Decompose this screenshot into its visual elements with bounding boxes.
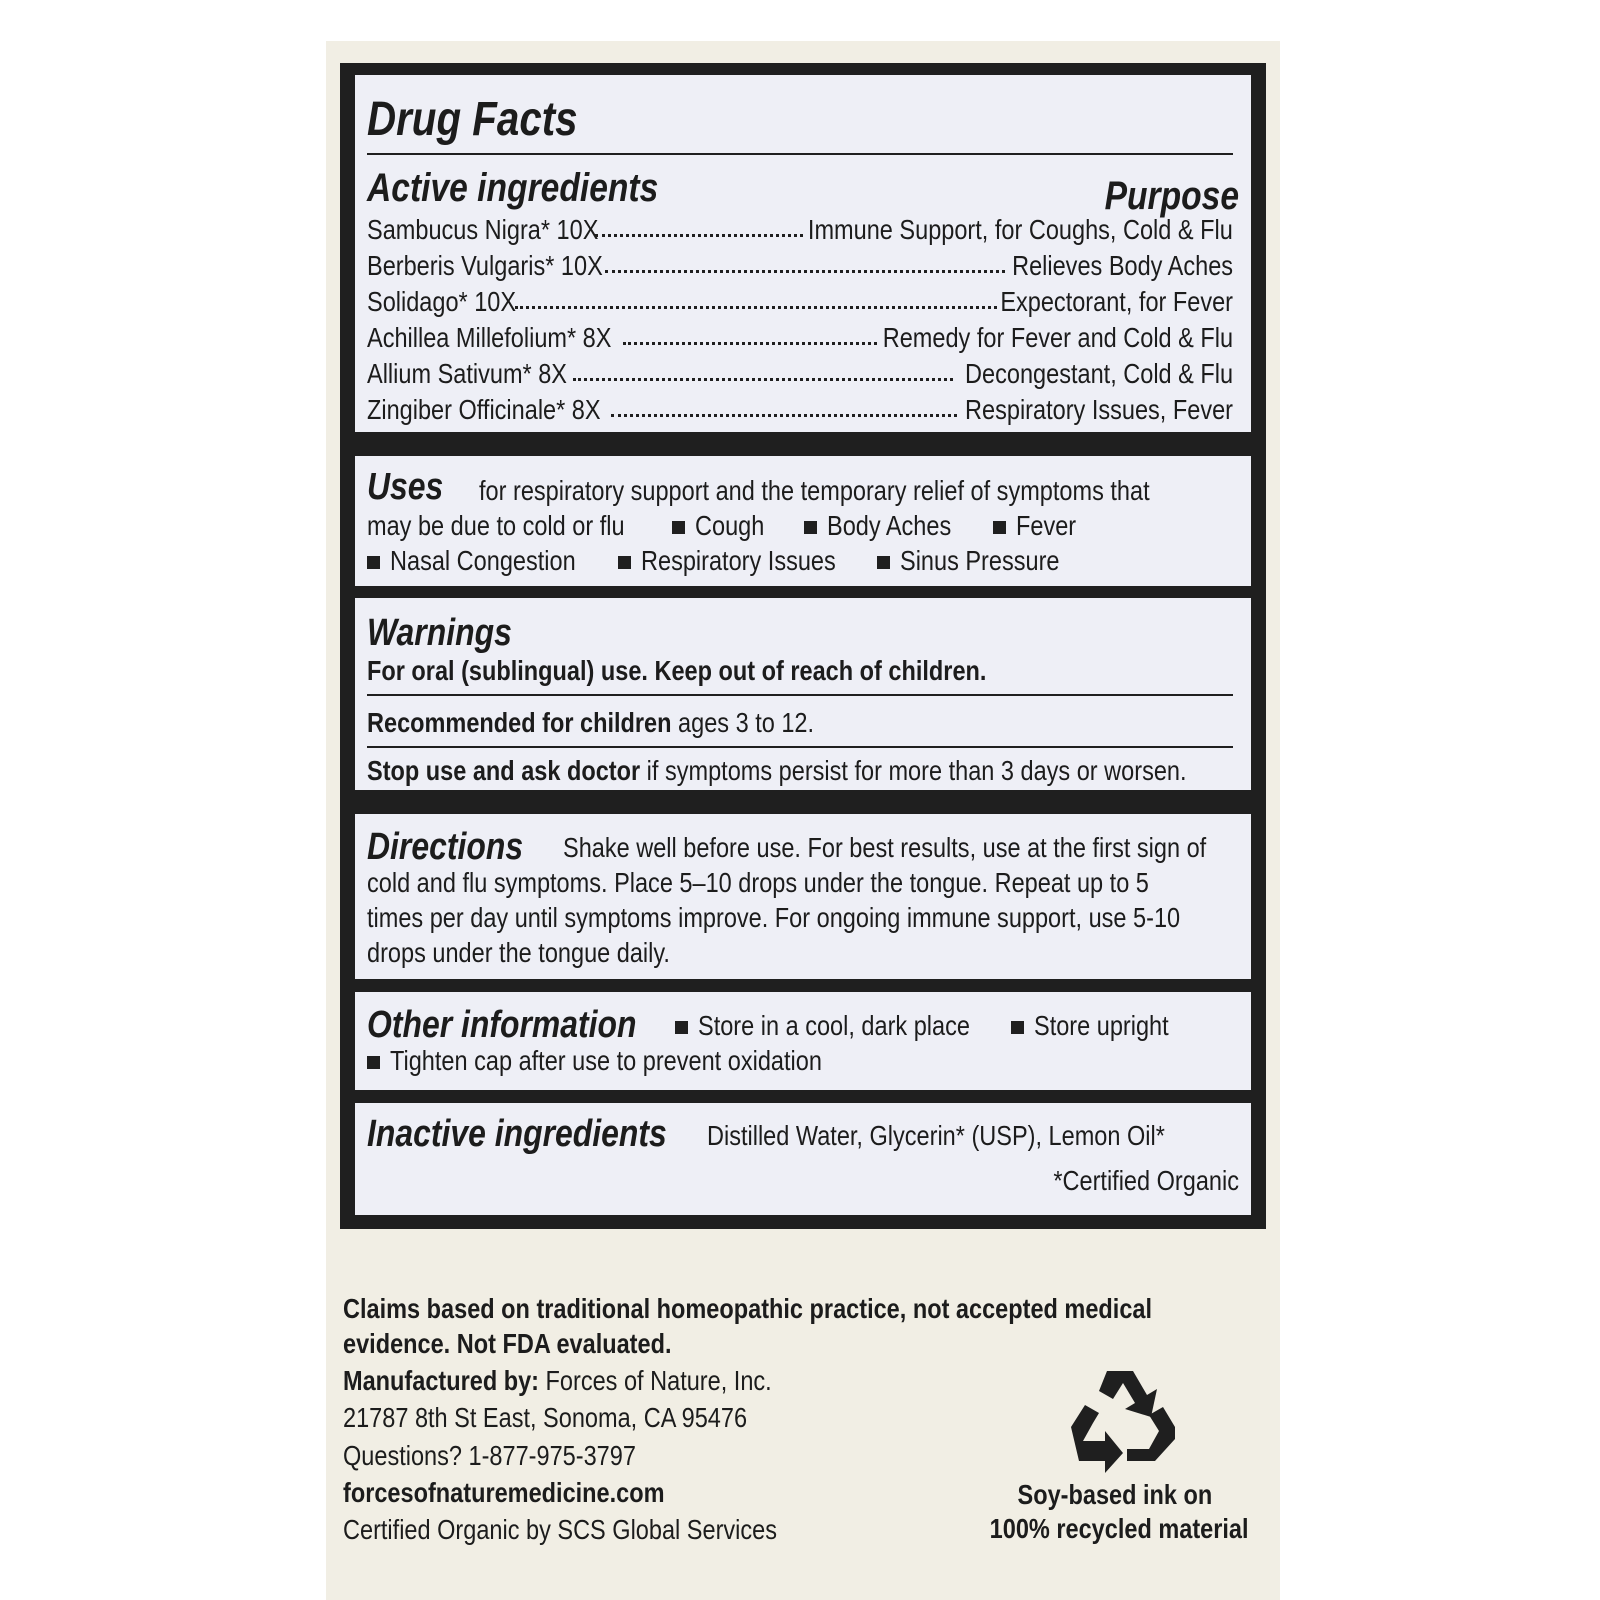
certification-line: Certified Organic by SCS Global Services xyxy=(343,1514,777,1545)
bullet-square-icon xyxy=(672,521,685,534)
title-divider xyxy=(367,153,1233,155)
recycle-icon xyxy=(1062,1365,1184,1477)
ingredient-name: Zingiber Officinale* 8X xyxy=(367,394,601,425)
bullet-square-icon xyxy=(877,556,890,569)
directions-heading: Directions xyxy=(367,826,524,868)
stop-use-warning: Stop use and ask doctor if symptoms persist for more than 3 days or worsen. xyxy=(367,755,1187,786)
inactive-ingredients-panel xyxy=(355,1103,1251,1215)
directions-text-4: drops under the tongue daily. xyxy=(367,937,670,968)
claims-text-2: evidence. Not FDA evaluated. xyxy=(343,1328,672,1359)
oral-use-warning: For oral (sublingual) use. Keep out of reach of children. xyxy=(367,655,987,686)
ingredient-row xyxy=(367,356,1233,392)
ingredient-purpose: Immune Support, for Coughs, Cold & Flu xyxy=(808,214,1233,245)
symptom-item: Fever xyxy=(993,509,1088,543)
bullet-square-icon xyxy=(367,556,380,569)
active-ingredients-heading: Active ingredients xyxy=(367,166,659,210)
ingredient-row xyxy=(367,248,1233,284)
warnings-divider-2 xyxy=(367,746,1233,748)
bullet-square-icon xyxy=(993,521,1006,534)
ingredient-row xyxy=(367,284,1233,320)
soy-ink-line-2: 100% recycled material xyxy=(989,1513,1249,1544)
symptom-item: Nasal Congestion xyxy=(367,544,611,578)
warnings-panel xyxy=(355,598,1251,790)
ingredient-name: Solidago* 10X xyxy=(367,286,517,317)
children-warning: Recommended for children ages 3 to 12. xyxy=(367,707,815,738)
ingredient-purpose: Relieves Body Aches xyxy=(1012,250,1233,281)
bullet-square-icon xyxy=(618,556,631,569)
ingredient-name: Allium Sativum* 8X xyxy=(367,358,567,389)
dot-leader xyxy=(515,306,997,309)
drug-facts-title: Drug Facts xyxy=(367,93,578,146)
directions-panel xyxy=(355,814,1251,979)
purpose-heading: Purpose xyxy=(1104,174,1239,218)
questions-line: Questions? 1-877-975-3797 xyxy=(343,1440,636,1471)
ingredient-name: Sambucus Nigra* 10X xyxy=(367,214,599,245)
uses-text-2: may be due to cold or flu xyxy=(367,510,625,541)
ingredient-purpose: Respiratory Issues, Fever xyxy=(965,394,1233,425)
bullet-square-icon xyxy=(804,521,817,534)
other-info-item: Tighten cap after use to prevent oxidation xyxy=(367,1044,904,1078)
directions-text-3: times per day until symptoms improve. For ongoing immune support, use 5-10 xyxy=(367,902,1181,933)
other-information-heading: Other information xyxy=(367,1004,637,1046)
ingredient-purpose: Decongestant, Cold & Flu xyxy=(964,358,1233,389)
uses-heading: Uses xyxy=(367,466,444,508)
ingredient-name: Achillea Millefolium* 8X xyxy=(367,322,612,353)
symptom-item: Body Aches xyxy=(804,509,975,543)
ingredient-row xyxy=(367,392,1233,428)
symptom-item: Sinus Pressure xyxy=(877,544,1090,578)
dot-leader xyxy=(573,378,953,381)
other-info-item: Store upright xyxy=(1011,1009,1194,1043)
other-info-item: Store in a cool, dark place xyxy=(675,1009,1022,1043)
warnings-divider-1 xyxy=(367,694,1233,696)
uses-text-1: for respiratory support and the temporary relief of symptoms that xyxy=(479,475,1150,506)
ingredient-row xyxy=(367,320,1233,356)
dot-leader xyxy=(605,270,1005,273)
ingredient-row xyxy=(367,212,1233,248)
directions-text-2: cold and flu symptoms. Place 5–10 drops under the tongue. Repeat up to 5 xyxy=(367,867,1149,898)
website-link[interactable]: forcesofnaturemedicine.com xyxy=(343,1477,665,1508)
uses-panel xyxy=(355,456,1251,586)
bullet-square-icon xyxy=(367,1056,380,1069)
ingredient-purpose: Remedy for Fever and Cold & Flu xyxy=(882,322,1233,353)
other-information-panel xyxy=(355,992,1251,1090)
warnings-heading: Warnings xyxy=(367,612,512,654)
bullet-square-icon xyxy=(1011,1021,1024,1034)
symptom-item: Respiratory Issues xyxy=(618,544,873,578)
manufacturer-line: Manufactured by: Forces of Nature, Inc. xyxy=(343,1365,772,1396)
uses-line-1 xyxy=(367,466,458,508)
claims-text-1: Claims based on traditional homeopathic practice, not accepted medical xyxy=(343,1293,1153,1324)
inactive-ingredients-heading: Inactive ingredients xyxy=(367,1113,667,1155)
address-line: 21787 8th St East, Sonoma, CA 95476 xyxy=(343,1402,748,1433)
directions-text-1: Shake well before use. For best results, use at the first sign of xyxy=(563,832,1207,863)
drug-facts-label xyxy=(340,63,1266,1229)
soy-ink-line-1: Soy-based ink on xyxy=(1017,1479,1213,1510)
active-ingredients-panel xyxy=(355,75,1251,432)
bullet-square-icon xyxy=(675,1021,688,1034)
ingredient-purpose: Expectorant, for Fever xyxy=(1000,286,1233,317)
dot-leader xyxy=(611,414,957,417)
inactive-ingredients-text: Distilled Water, Glycerin* (USP), Lemon Oil* xyxy=(707,1120,1165,1151)
ingredient-name: Berberis Vulgaris* 10X xyxy=(367,250,603,281)
symptom-item: Cough xyxy=(672,509,778,543)
certified-organic-footnote: *Certified Organic xyxy=(1053,1165,1239,1196)
